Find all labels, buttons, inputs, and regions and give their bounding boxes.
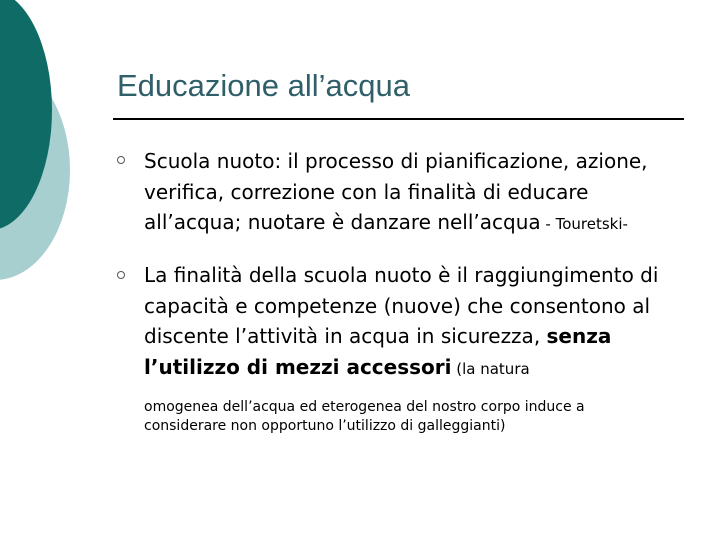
bullet-2-main: La finalità della scuola nuoto è il raggiungimento di capacità e competenze (nuove) che consentono al discente l’attività in acqua in sicurezza, xyxy=(144,263,659,348)
decorative-circles xyxy=(0,0,110,300)
bullet-2-note-start: (la natura xyxy=(451,359,530,378)
bullet-1-main: Scuola nuoto: il processo di pianificazione, azione, verifica, correzione con la finalità di educare all’acqua; nuotare è danzare nell’acqua xyxy=(144,149,648,234)
bullet-2 xyxy=(144,260,689,384)
title-underline xyxy=(113,118,684,120)
bullet-circle-icon xyxy=(117,271,125,279)
slide-title: Educazione all’acqua xyxy=(117,68,410,103)
bullet-2-note: omogenea dell’acqua ed eterogenea del nostro corpo induce a considerare non opportuno l’utilizzo di galleggianti) xyxy=(144,399,585,434)
bullet-2-bold: senza l’utilizzo di mezzi accessori xyxy=(144,324,612,379)
bullet-1 xyxy=(144,146,689,240)
bullet-circle-icon xyxy=(117,156,125,164)
bullet-1-attribution: - Touretski- xyxy=(540,215,628,233)
